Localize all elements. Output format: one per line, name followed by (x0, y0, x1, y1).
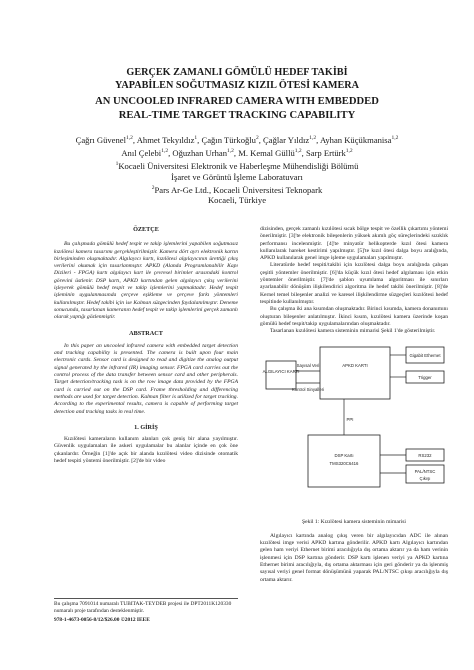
sensor-card-box (266, 361, 296, 389)
label-algilayici: ALGILAYICI KARTI (262, 369, 300, 375)
label-ppi: PPI (346, 417, 354, 423)
right-para-1: dizisinden, gerçek zamanlı kızılötesi sıcak bölge tespit ve özellik çıkartımı yöntemi önerilmiştir. [3]'te elektronik bileşenlerin yüksek akımlı göç süreçlerindeki sızıklık performansı incelenmiştir. [4]'te minyatür helikopterde kızıl ötesi kamera kullanılarak hareket kestirimi yapılmıştır. [5]'te kızıl ötesi dalga boyu aralığında, APKD kullanılarak genel imge işleme uygulamaları yapılmıştır. (260, 226, 448, 262)
giris-text: Kızılötesi kameraların kullanım alanları çok geniş bir alana yayılmıştır. Güvenlik uygulamaları ile askeri uygulamalar bu alanlar içinde en çok öne çıkanlardır. Örneğin [1]'de açık bir alanda kızılötesi video dizisinde otomatik hedef tespiti yöntemi önerilmiştir. [2]'de bir video (54, 436, 238, 465)
label-trigger: Trigger (418, 375, 432, 381)
affiliation-2: $^2$Pars Ar-Ge Ltd., Kocaeli Üniversitesi Teknopark (151, 184, 323, 195)
right-para-3: Bu çalışma iki ana kısımdan oluşmaktadır. Birinci kısımda, kamera donanımını oluşturan bileşenler anlatılmıştır. İkinci kısım, kızılötesi kamera üzerinde koşan gömülü hedef tespit/takip uygulamalarından oluşmaktadır. (260, 306, 448, 327)
label-rs232: RS232 (418, 453, 432, 459)
left-column (54, 226, 238, 465)
author-block (30, 133, 444, 206)
right-column (260, 226, 448, 584)
affiliation-1-lab: İşaret ve Görüntü İşleme Laboratuvarı (171, 171, 303, 182)
author-line-1: Çağrı Güvenel$^{1,2}$, Ahmet Tekyıldız$^1$, Çağın Türkoğlu$^2$, Çağlar Yıldız$^{1,2}$, Ayhan Küçükmanisa$^{1,2}$ (75, 134, 399, 145)
title-en-line-2: REAL-TIME TARGET TRACKING CAPABILITY (118, 109, 356, 121)
right-para-2: Literatürde hedef tespiti/takibi için kızılötesi dalga boyu aralığında çalışan çeşitli yöntemler önerilmiştir. [6]'da küçük kızıl ötesi hedef algılaması için etkin yöntemler önerilmiştir. [7]'de şablon uyumlama algoritması ile sınırları ayarlanabilir dönüşüm ilişkilendirici algoritma ile hedef takibi önerilmiştir. [8]'de Kernel temel bileşenler analizi ve karesel ilişkilendirme süzgeçleri kızılötesi hedef tespitinde kullanılmıştır. (260, 262, 448, 305)
architecture-figure (260, 341, 448, 517)
author-line-2: Anıl Çelebi$^{1,2}$, Oğuzhan Urhan$^{1,2}$, M. Kemal Güllü$^{1,2}$, Sarp Ertürk$^{1,2}$ (121, 147, 353, 158)
funding-note: Bu çalışma 7091014 numaralı TUBITAK-TEYDEB projesi ile DPT2011K120330 numaralı proje tarafından desteklenmiştir. (54, 601, 232, 614)
label-dsp: DSP Kartı (334, 453, 354, 459)
footnote (54, 601, 238, 624)
ozet-heading: ÖZETÇE (133, 226, 159, 233)
label-kontrol: Kontrol Sinyalleri (291, 387, 325, 393)
title-turkish (30, 66, 444, 92)
architecture-diagram (260, 341, 448, 517)
label-palntsc: PAL/NTSC (414, 469, 436, 475)
label-gigabit: Gigabit Ethernet (409, 353, 441, 359)
title-english (30, 95, 444, 122)
right-para-4: Tasarlanan kızılötesi kamera sisteminin mimarisi Şekil 1'de gösterilmiştir. (270, 328, 436, 335)
title-en-line-1: AN UNCOOLED INFRARED CAMERA WITH EMBEDDED (95, 96, 379, 107)
title-tr-line-2: YAPABİLEN SOĞUTMASIZ KIZIL ÖTESİ KAMERA (115, 80, 359, 91)
affiliation-1: $^1$Kocaeli Üniversitesi Elektronik ve Haberleşme Mühendisliği Bölümü (115, 160, 359, 171)
footnote-rule (54, 598, 238, 599)
abstract-text: In this paper an uncooled infrared camera with embedded target detection and tracking capability is presented. The camera is built upon four main electronic cards. Sensor card is designed to read and digitize the analog output signal generated by the infrared (IR) imaging sensor. FPGA card carries out the control process of the data transfer between sensor card and other peripherals. Target detection/tracking task is on the row image data provided by the FPGA card is carried out on the DSP card. Frame thresholding and differencing methods are used for target detection. Kalman filter is utilized for target tracking. According to the experimental results, camera is capable of performing target detection and tracking tasks in real time. (54, 342, 238, 415)
title-tr-line-1: GERÇEK ZAMANLI GÖMÜLÜ HEDEF TAKİBİ (126, 67, 348, 78)
apkd-card-box (320, 347, 390, 399)
right-para-5: Algılayıcı kartında analog çıkış veren bir algılayıcıdan ADC ile alınan kızılötesi imge verisi APKD kartına gönderilir. APKD kartı Algılayıcı kartından gelen ham veriyi Ethernet birimi aracılığıyla dış ortama aktarır ya da ham verinin işlenmesi için DSP kartına gönderir. DSP kartı işlenen veriyi ya APKD kartına Ethernet birimi aracılığıyla, dış ortama aktarması için geri gönderir ya da işlenmiş sayısal veriyi genel format dönüşümünü yaparak PAL/NTSC çıkışı aracılığıyla dış ortama aktarır. (260, 532, 448, 583)
label-sayisal-veri: Sayısal Veri (296, 363, 320, 369)
label-dsp-sub: TMS320C6416 (329, 461, 359, 467)
abstract-heading: ABSTRACT (129, 329, 163, 337)
ozet-text: Bu çalışmada gömülü hedef tespit ve takip işlemlerini yapabilen soğutmasız kızılötesi kamera tasarımı gerçekleştirilmiştir. Kamera dört ayrı elektronik kartın birleşiminden oluşmaktadır. Algılayıcı kartı, kızılötesi algılayıcının ürettiği çıkış verilerini okumak için tasarlanmıştır. APKD (Alanda Programlanabilir Kapı Dizileri - FPGA) kartı algılayıcı kart ile çevresel birimler arasındaki kontrol görevini üstlenir. DSP kartı, APKD kartından gelen algılayıcı çıkış verilerini işleyerek gömülü hedef tespit ve takip işlemlerini yapmaktadır. Hedef tespit işleminin uygulanmasında çerçeve eşikleme ve çerçeve farkı yöntemleri kullanılmıştır. Hedef takibi için ise Kalman süzgecinden faydalanılmıştır. Deneme sonucunda, tasarlanan kameranın hedef tespit ve takip işlemlerini gerçek zamanlı olarak yaptığı gözlenmiştir. (54, 241, 238, 321)
affiliation-city: Kocaeli, Türkiye (207, 195, 267, 206)
giris-heading: 1. GİRİŞ (134, 423, 158, 431)
figure-caption: Şekil 1: Kızılötesi kamera sisteminin mimarisi (302, 519, 406, 526)
label-cikis: Çıkışı (419, 476, 431, 482)
label-apkd: APKD KARTI (342, 363, 368, 369)
isbn-line: 978-1-4673-0056-8/12/$26.00 ©2012 IEEE (54, 617, 150, 623)
